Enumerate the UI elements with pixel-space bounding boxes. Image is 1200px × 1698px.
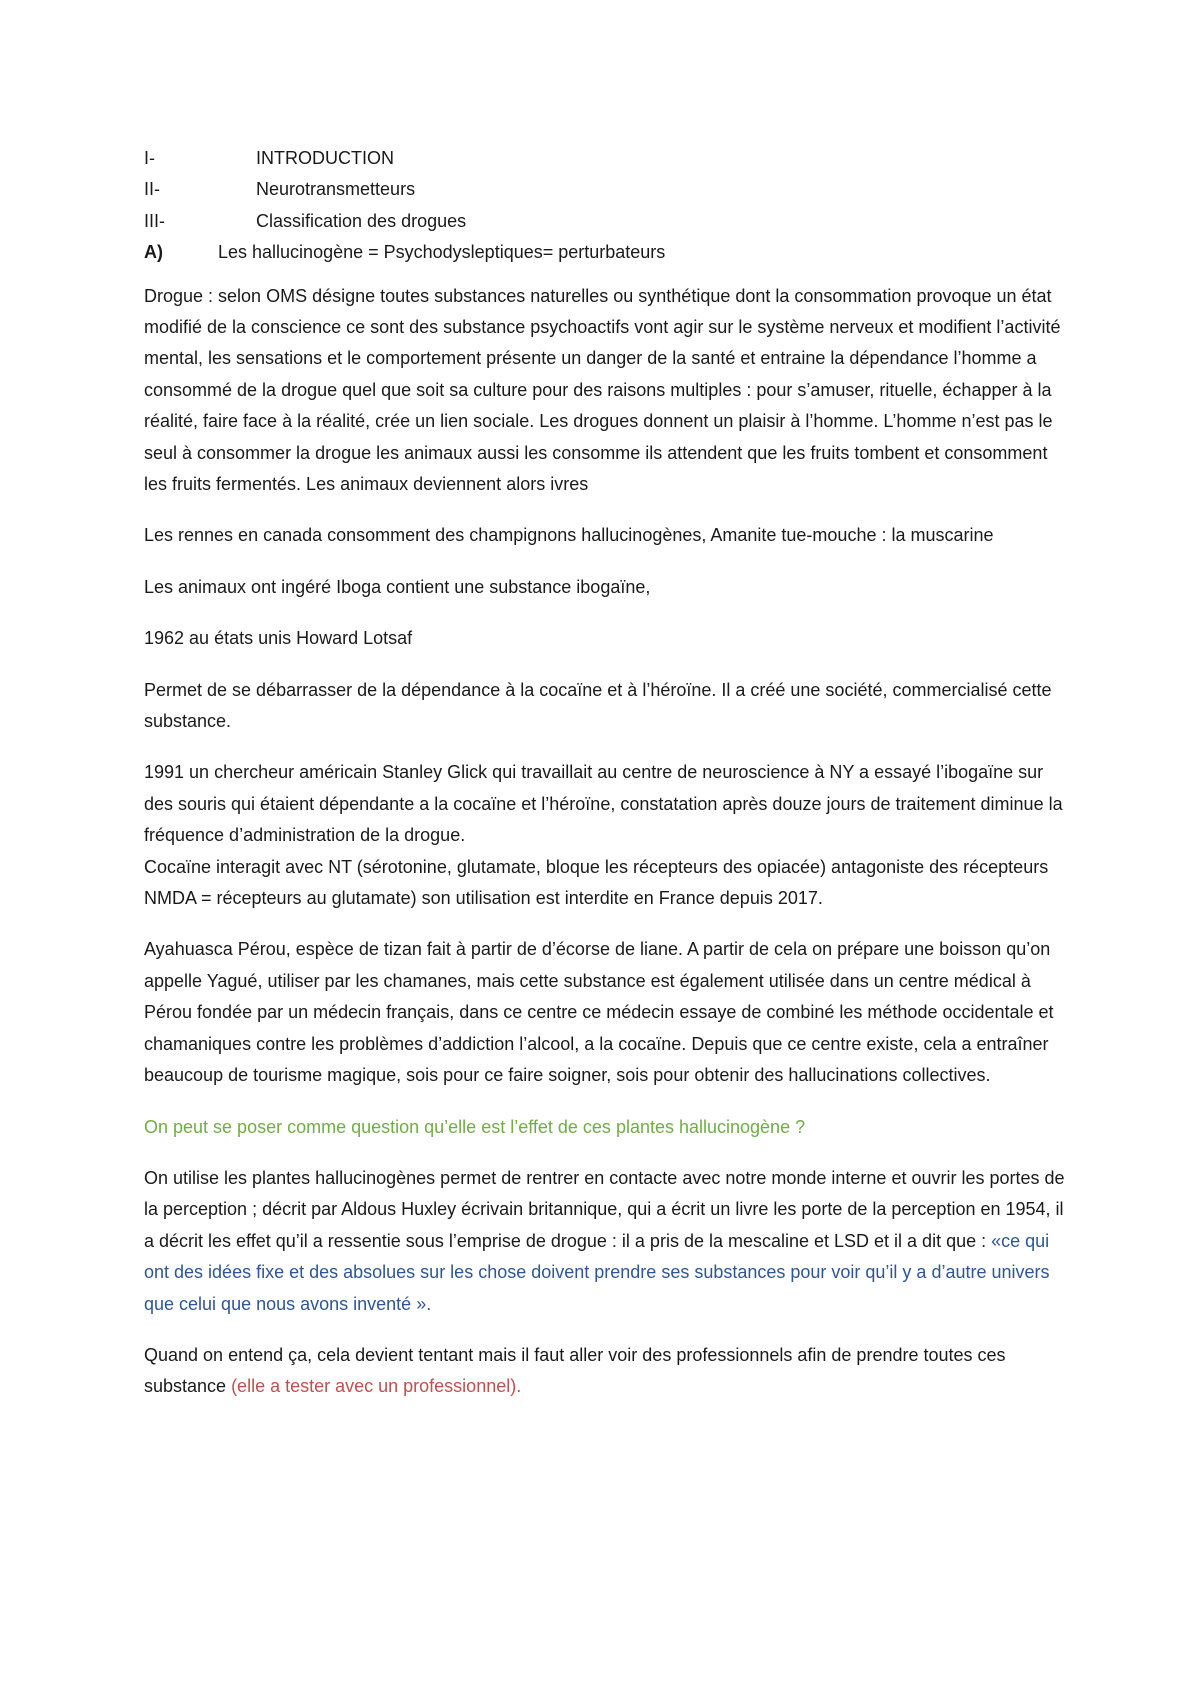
- outline-item: [144, 206, 1070, 237]
- outline-subitem: [144, 237, 1070, 268]
- outline-sublabel: Les hallucinogène = Psychodysleptiques= perturbateurs: [218, 242, 666, 263]
- paragraph-glick: 1991 un chercheur américain Stanley Glick qui travaillait au centre de neuroscience à NY a essayé l’ibogaïne sur des souris qui étaient dépendante a la cocaïne et l’héroïne, constatation après douze jours de traitement diminue la fréquence d’administration de la drogue.: [144, 762, 1063, 846]
- paragraph-ayahuasca: Ayahuasca Pérou, espèce de tizan fait à partir de d’écorse de liane. A partir de cela on prépare une boisson qu’on appelle Yagué, utiliser par les chamanes, mais cette substance est également utilisée dans un centre médical à Pérou fondée par un médecin français, dans ce centre ce médecin essaye de combiné les méthode occidentale et chamaniques contre les problèmes d’addiction l’alcool, a la cocaïne. Depuis que ce centre existe, cela a entraîner beaucoup de tourisme magique, sois pour ce faire soigner, sois pour obtenir des hallucinations collectives.: [144, 939, 1054, 1086]
- outline-label: Classification des drogues: [256, 210, 467, 231]
- paragraph-lotsaf: 1962 au états unis Howard Lotsaf: [144, 628, 413, 649]
- paragraph-cocaine: Cocaïne interagit avec NT (sérotonine, glutamate, bloque les récepteurs des opiacée) antagoniste des récepteurs NMDA = récepteurs au glutamate) son utilisation est interdite en France depuis 2017.: [144, 856, 1049, 909]
- outline-list: [144, 143, 1070, 269]
- outline-number: II-: [144, 179, 160, 200]
- paragraph-iboga: Les animaux ont ingéré Iboga contient une substance ibogaïne,: [144, 576, 651, 597]
- conclusion-note: (elle a tester avec un professionnel).: [231, 1376, 522, 1397]
- outline-label: INTRODUCTION: [256, 148, 394, 168]
- conclusion-text: Quand on entend ça, cela devient tentant mais il faut aller voir des professionnels afin de prendre toutes ces substance: [144, 1344, 1006, 1397]
- huxley-text: On utilise les plantes hallucinogènes permet de rentrer en contacte avec notre monde interne et ouvrir les portes de la perception ; décrit par Aldous Huxley écrivain britannique, qui a écrit un livre les porte de la perception en 1954, il a décrit les effet qu’il a ressentie sous l’emprise de drogue : il a pris de la mescaline et LSD et il a dit que :: [144, 1167, 1065, 1251]
- outline-number: III-: [144, 210, 165, 231]
- outline-number: I-: [144, 148, 155, 168]
- paragraph-conclusion: [144, 1340, 1074, 1403]
- paragraph-huxley: [144, 1163, 1074, 1320]
- paragraph-reindeer: Les rennes en canada consomment des champignons hallucinogènes, Amanite tue-mouche : la muscarine: [144, 525, 994, 546]
- outline-item: [144, 174, 1070, 205]
- outline-subnumber: A): [144, 242, 163, 263]
- paragraph-drug-definition: Drogue : selon OMS désigne toutes substances naturelles ou synthétique dont la consommation provoque un état modifié de la conscience ce sont des substance psychoactifs vont agir sur le système nerveux et modifient l’activité mental, les sensations et le comportement présente un danger de la santé et entraine la dépendance l’homme a consommé de la drogue quel que soit sa culture pour des raisons multiples : pour s’amuser, rituelle, échapper à la réalité, faire face à la réalité, crée un lien sociale. Les drogues donnent un plaisir à l’homme. L’homme n’est pas le seul à consommer la drogue les animaux aussi les consomme ils attendent que les fruits tombent et consomment les fruits fermentés. Les animaux deviennent alors ivres: [144, 285, 1061, 494]
- outline-item: [144, 143, 1070, 174]
- paragraph-question: On peut se poser comme question qu’elle est l’effet de ces plantes hallucinogène ?: [144, 1116, 806, 1137]
- huxley-quote: «ce qui ont des idées fixe et des absolues sur les chose doivent prendre ses substances pour voir qu’il y a d’autre univers que celui que nous avons inventé ».: [144, 1230, 1050, 1314]
- paragraph-dependence: Permet de se débarrasser de la dépendance à la cocaïne et à l’héroïne. Il a créé une société, commercialisé cette substance.: [144, 679, 1052, 732]
- outline-label: Neurotransmetteurs: [256, 179, 416, 200]
